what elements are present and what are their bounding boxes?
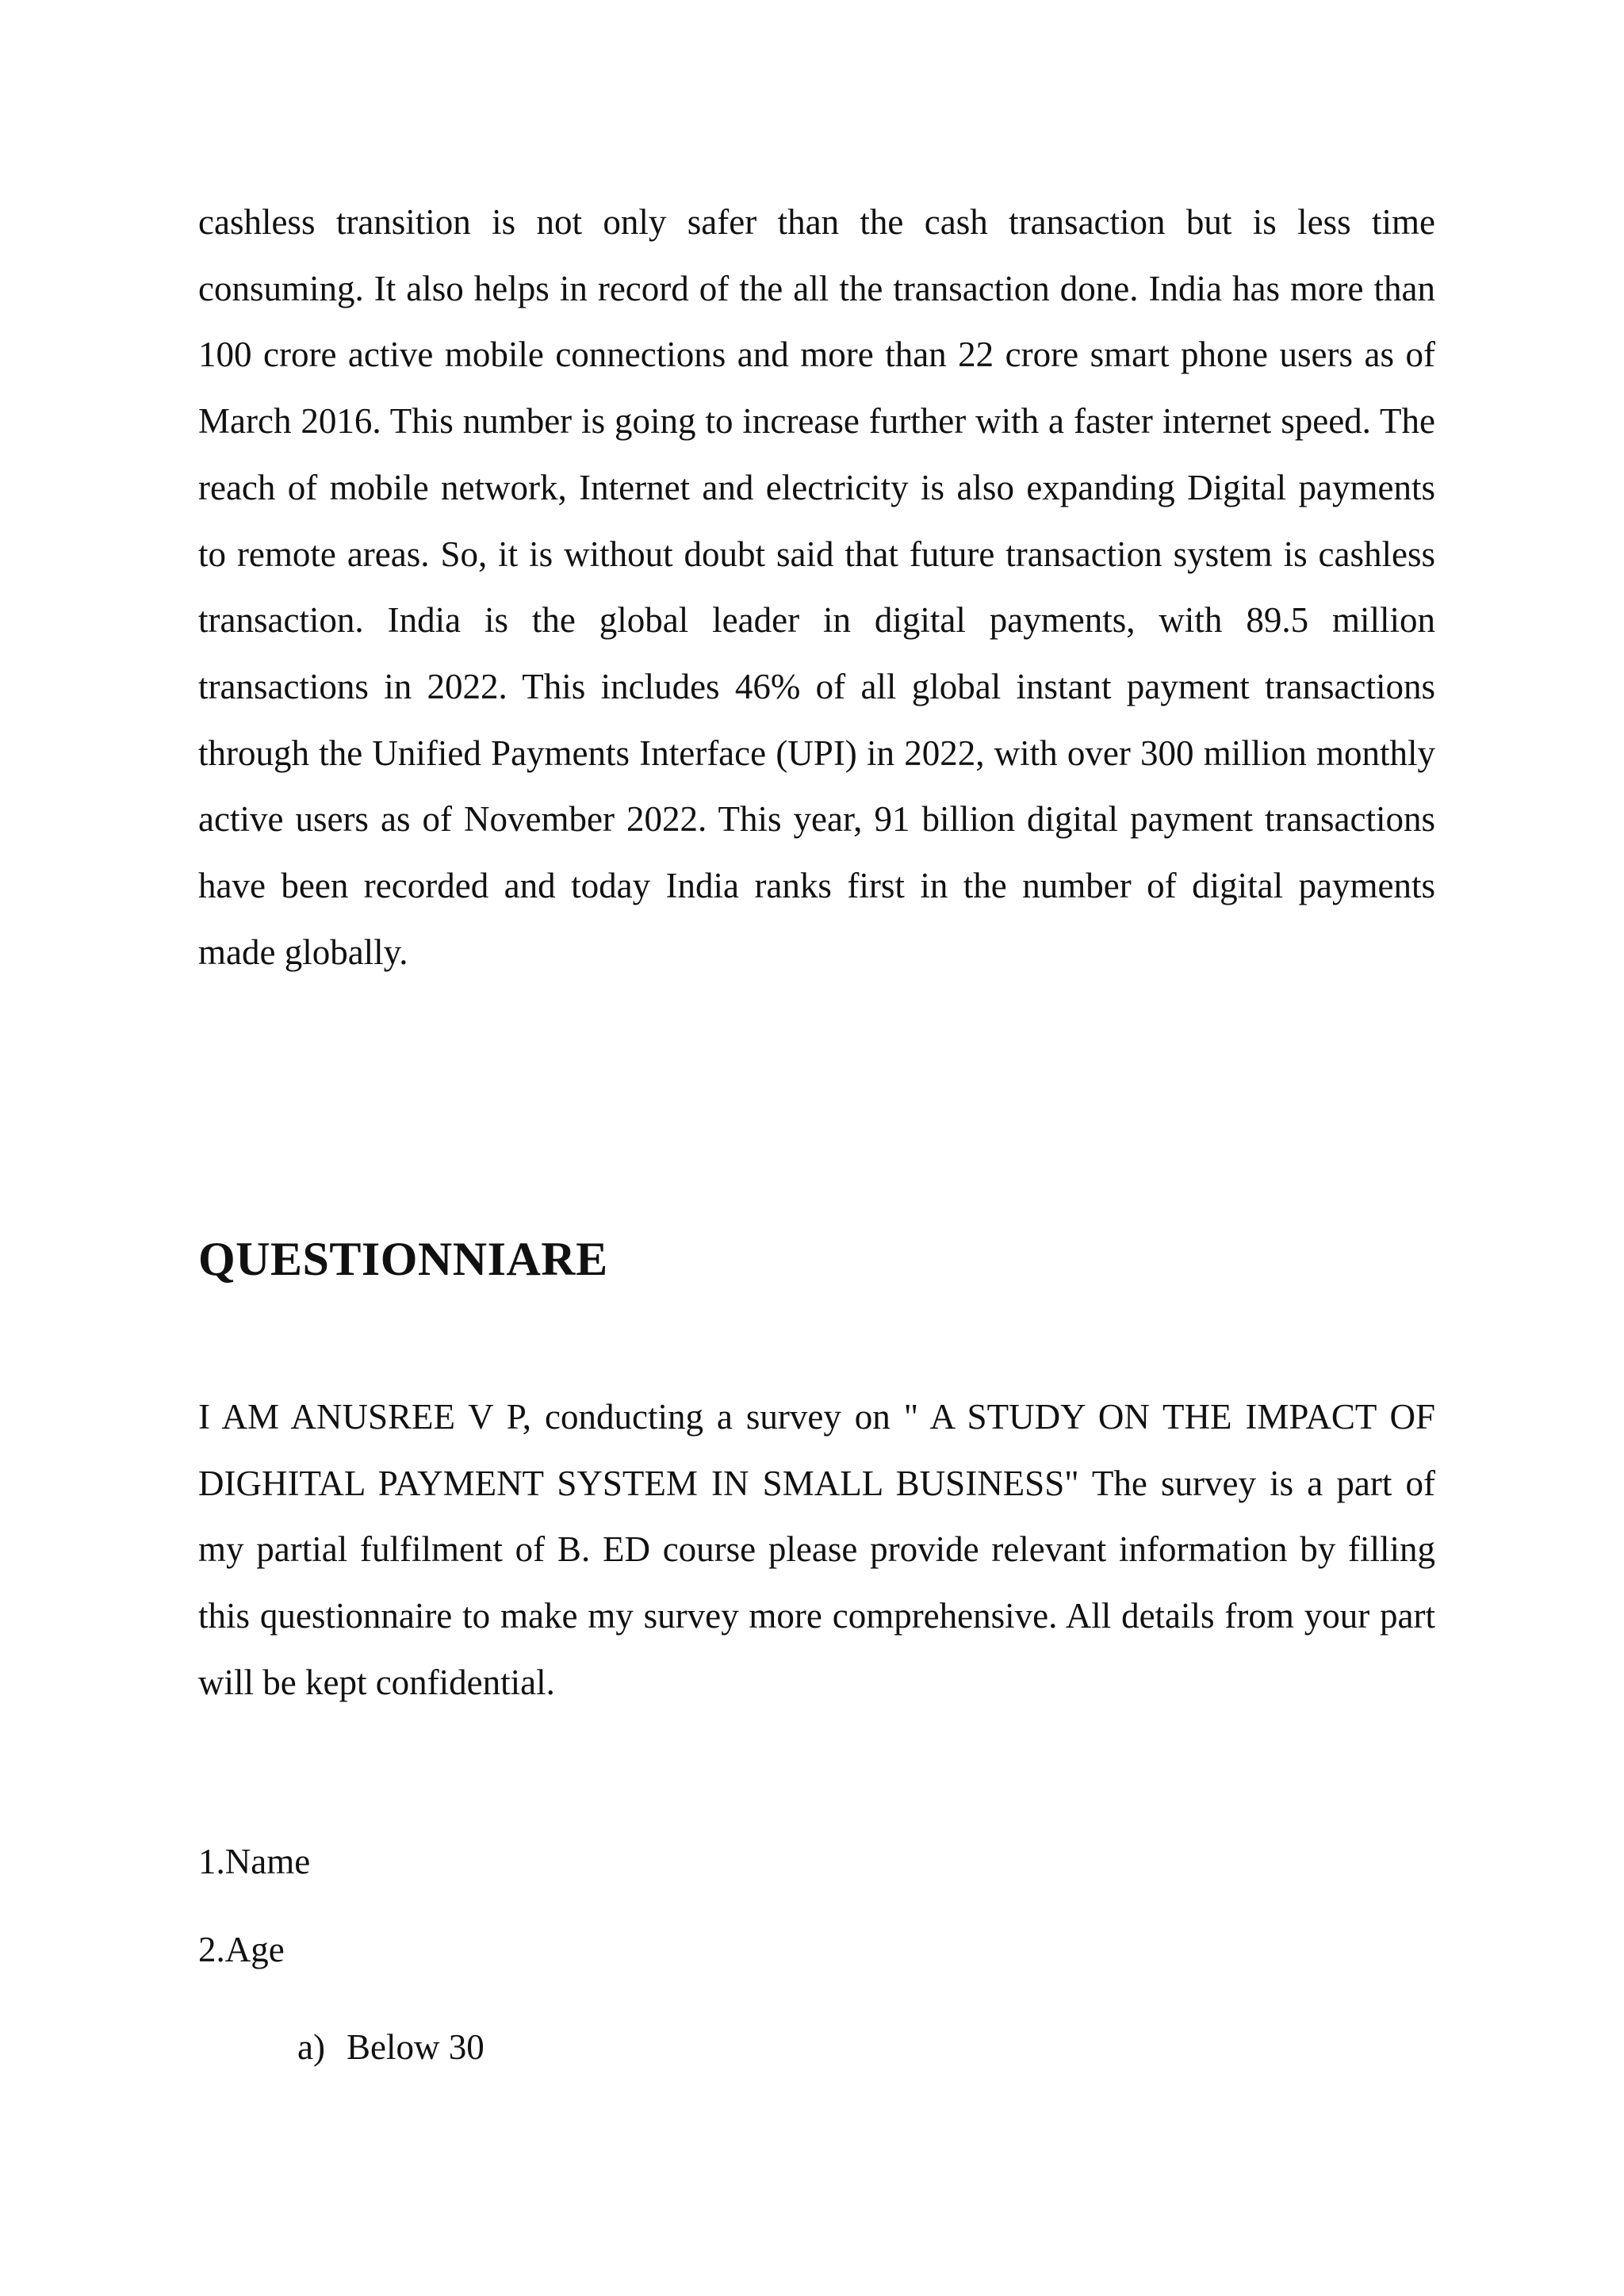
intro-paragraph: cashless transition is not only safer than the cash transaction but is less time consuming. It also helps in record of the all the transaction done. India has more than 100 crore active mobile connections and more than 22 crore smart phone users as of March 2016. This number is going to increase further with a faster internet speed. The reach of mobile network, Internet and electricity is also expanding Digital payments to remote areas. So, it is without doubt said that future transaction system is cashless transaction. India is the global leader in digital payments, with 89.5 million transactions in 2022. This includes 46% of all global instant payment transactions through the Unified Payments Interface (UPI) in 2022, with over 300 million monthly active users as of November 2022. This year, 91 billion digital payment transactions have been recorded and today India ranks first in the number of digital payments made globally. bbox=[198, 202, 1435, 972]
survey-intro-paragraph: I AM ANUSREE V P, conducting a survey on " A STUDY ON THE IMPACT OF DIGHITAL PAYMENT SYSTEM IN SMALL BUSINESS" The survey is a part of my partial fulfilment of B. ED course please provide relevant information by filling this questionnaire to make my survey more comprehensive. All details from your part will be kept confidential. bbox=[198, 1397, 1435, 1702]
option-text: Below 30 bbox=[347, 2027, 485, 2067]
question-name: 1.Name bbox=[198, 1842, 311, 1881]
questionnaire-heading: QUESTIONNIARE bbox=[198, 1233, 608, 1285]
age-option-below-30 bbox=[297, 2023, 485, 2071]
option-marker: a) bbox=[297, 2027, 325, 2067]
question-age: 2.Age bbox=[198, 1930, 285, 1969]
